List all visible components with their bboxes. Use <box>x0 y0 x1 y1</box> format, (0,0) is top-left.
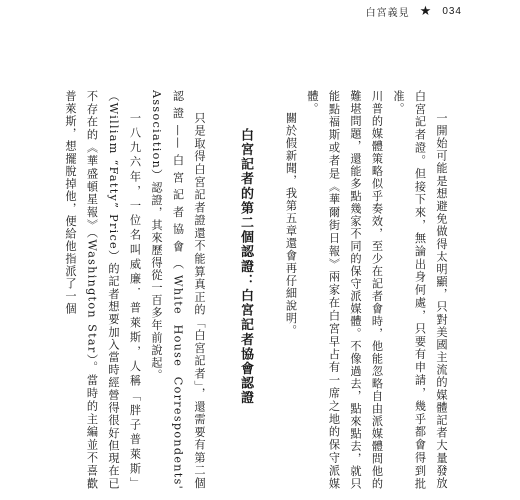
paragraph-4: 只是取得白宮記者證還不能算真正的「白宮記者」，還需要有第二個認證——白宮記者協會（White House Correspondents' Association）認證，其來歷得從一百多年前說起。 <box>150 90 206 490</box>
paragraph-3: 關於假新聞，我第五章還會再仔細說明。 <box>284 112 298 338</box>
star-icon: ★ <box>419 4 433 19</box>
page-body <box>52 90 452 490</box>
section-heading: 白宮記者的第二個認證：白宮記者協會認證 <box>238 128 253 406</box>
page-header <box>366 4 462 19</box>
paragraph-5: 一八九六年，一位名叫威廉．普萊斯，人稱「胖子普萊斯」（William “Fatty” Price）的記者想要加入當時經營得很好但現在已不存在的《華盛頓星報》（Washington Star）。當時的主編並不喜歡普萊斯，想擺脫掉他，便給他指派了一個 <box>64 90 142 490</box>
paragraph-1: 一開始可能是想避免做得太明顯，只對美國主流的媒體記者大量發放白宮記者證。但接下來，無論出身何處，只要有申請，幾乎都會得到批准。 <box>392 90 448 490</box>
page-number: 034 <box>442 6 462 17</box>
book-title: 白宮義見 <box>365 8 410 19</box>
paragraph-2: 川普的媒體策略似乎奏效，至少在記者會時，他能忽略自由派媒體問他的難堪問題，還能多點幾家不同的保守派媒體。不像過去，點來點去，就只能點福斯或者是《華爾街日報》兩家在白宮早占有一席之地的保守派媒體。 <box>306 90 384 490</box>
